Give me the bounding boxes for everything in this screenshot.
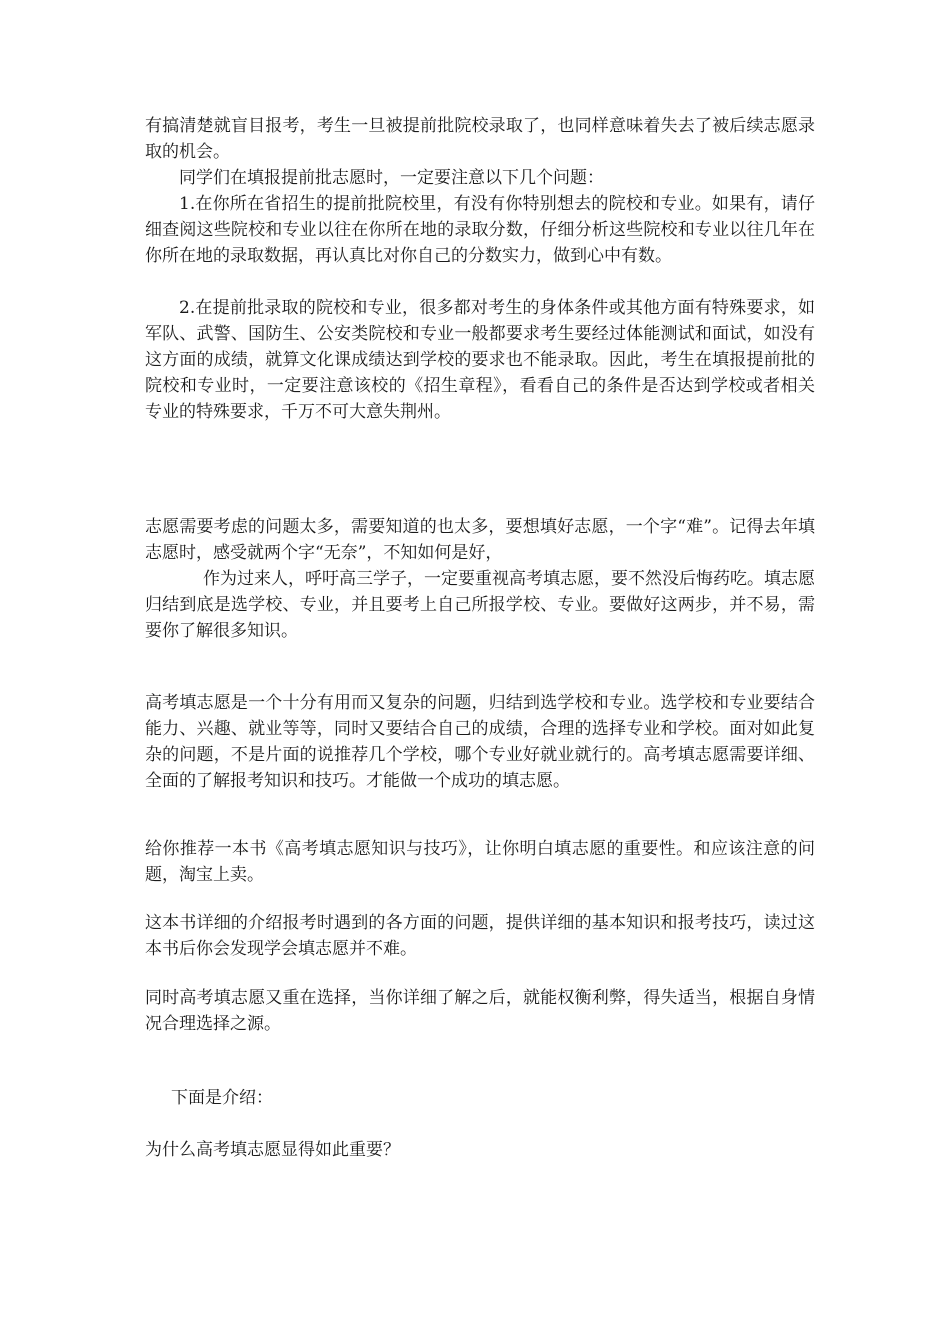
question-heading: 为什么高考填志愿显得如此重要？ xyxy=(145,1140,400,1160)
paragraph-point-2: 2.在提前批录取的院校和专业，很多都对考生的身体条件或其他方面有特殊要求，如军队、武警、国防生、公安类院校和专业一般都要求考生要经过体能测试和面试，如没有这方面的成绩，就算文化课成绩达到学校的要求也不能录取。因此，考生在填报提前批的院校和专业时，一定要注意该校的《招生章程》，看看自己的条件是否达到学校或者相关专业的特殊要求，千万不可大意失荆州。 xyxy=(145,298,815,422)
paragraph-book-recommendation: 给你推荐一本书《高考填志愿知识与技巧》，让你明白填志愿的重要性。和应该注意的问题，淘宝上卖。 xyxy=(145,839,815,885)
paragraph-point-1: 1.在你所在省招生的提前批院校里，有没有你特别想去的院校和专业。如果有，请仔细查阅这些院校和专业以往在你所在地的录取分数，仔细分析这些院校和专业以往几年在你所在地的录取数据，再认真比对你自己的分数实力，做到心中有数。 xyxy=(145,194,815,266)
paragraph-complex-problem: 高考填志愿是一个十分有用而又复杂的问题，归结到选学校和专业。选学校和专业要结合能力、兴趣、就业等等，同时又要结合自己的成绩，合理的选择专业和学校。面对如此复杂的问题，不是片面的说推荐几个学校，哪个专业好就业就行的。高考填志愿需要详细、全面的了解报考知识和技巧。才能做一个成功的填志愿。 xyxy=(145,693,815,791)
paragraph-difficulty: 志愿需要考虑的问题太多，需要知道的也太多，要想填好志愿，一个字“难”。记得去年填志愿时，感受就两个字“无奈”，不知如何是好， xyxy=(145,517,815,563)
paragraph-notice-heading: 同学们在填报提前批志愿时，一定要注意以下几个问题： xyxy=(179,168,604,188)
intro-label: 下面是介绍： xyxy=(171,1088,273,1108)
paragraph-intro-continuation: 有搞清楚就盲目报考，考生一旦被提前批院校录取了，也同样意味着失去了被后续志愿录取的机会。 xyxy=(145,116,815,162)
paragraph-advice: 作为过来人，呼吁高三学子，一定要重视高考填志愿，要不然没后悔药吃。填志愿归结到底是选学校、专业，并且要考上自己所报学校、专业。要做好这两步，并不易，需要你了解很多知识。 xyxy=(145,569,815,641)
paragraph-book-details: 这本书详细的介绍报考时遇到的各方面的问题，提供详细的基本知识和报考技巧，读过这本书后你会发现学会填志愿并不难。 xyxy=(145,913,815,959)
paragraph-choice: 同时高考填志愿又重在选择，当你详细了解之后，就能权衡利弊，得失适当，根据自身情况合理选择之源。 xyxy=(145,988,815,1034)
